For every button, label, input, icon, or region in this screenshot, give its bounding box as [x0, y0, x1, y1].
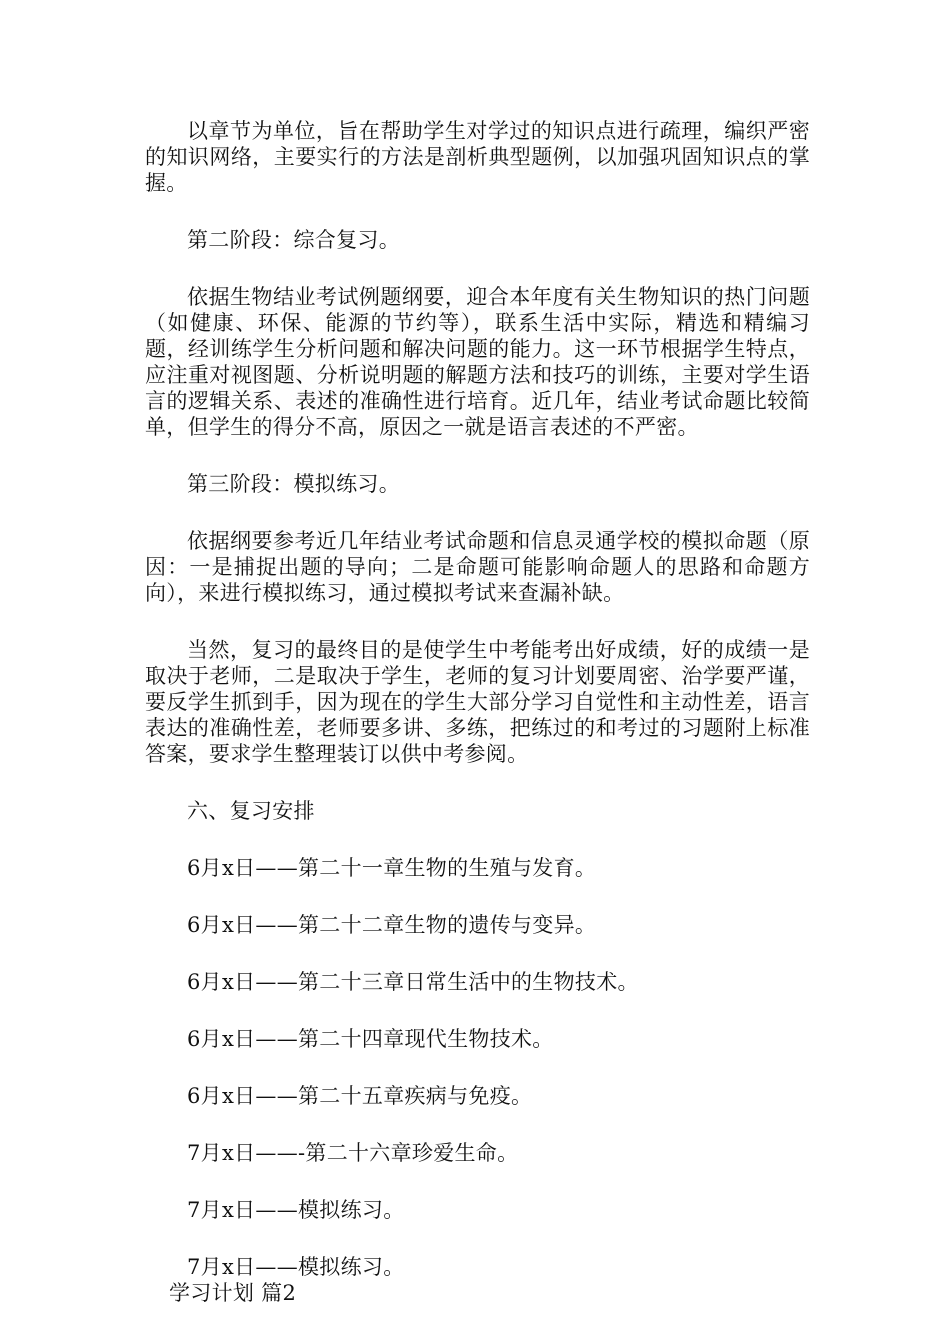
schedule-item: 6月x日——第二十三章日常生活中的生物技术。 [187, 970, 639, 994]
heading-stage-three: 第三阶段：模拟练习。 [187, 472, 400, 496]
schedule-item: 7月x日——模拟练习。 [187, 1198, 405, 1222]
paragraph-stage-two: 依据生物结业考试例题纲要，迎合本年度有关生物知识的热门问题（如健康、环保、能源的节约等），联系生活中实际，精选和精编习题，经训练学生分析问题和解决问题的能力。这一环节根据学生特点，应注重对视图题、分析说明题的解题方法和技巧的训练，主要对学生语言的逻辑关系、表述的准确性进行培育。近几年，结业考试命题比较简单，但学生的得分不高，原因之一就是语言表述的不严密。 [145, 285, 810, 439]
schedule-item: 6月x日——第二十一章生物的生殖与发育。 [187, 856, 597, 880]
schedule-item: 7月x日——-第二十六章珍爱生命。 [187, 1141, 519, 1165]
schedule-item: 6月x日——第二十四章现代生物技术。 [187, 1027, 554, 1051]
paragraph-stage-three: 依据纲要参考近几年结业考试命题和信息灵通学校的模拟命题（原因：一是捕捉出题的导向；二是命题可能影响命题人的思路和命题方向），来进行模拟练习，通过模拟考试来查漏补缺。 [145, 529, 810, 605]
document-page [145, 118, 810, 1306]
paragraph-intro: 以章节为单位，旨在帮助学生对学过的知识点进行疏理，编织严密的知识网络，主要实行的方法是剖析典型题例，以加强巩固知识点的掌握。 [145, 119, 810, 195]
schedule-item: 6月x日——第二十二章生物的遗传与变异。 [187, 913, 597, 937]
heading-stage-two: 第二阶段：综合复习。 [187, 228, 400, 252]
schedule-item: 7月x日——模拟练习。 [187, 1255, 405, 1279]
paragraph-conclusion: 当然，复习的最终目的是使学生中考能考出好成绩，好的成绩一是取决于老师，二是取决于学生，老师的复习计划要周密、治学要严谨，要反学生抓到手，因为现在的学生大部分学习自觉性和主动性差，语言表达的准确性差，老师要多讲、多练，把练过的和考过的习题附上标准答案，要求学生整理装订以供中考参阅。 [145, 638, 810, 766]
next-section-title: 学习计划 篇2 [169, 1281, 297, 1305]
heading-schedule: 六、复习安排 [187, 799, 315, 823]
schedule-list [145, 855, 810, 1280]
schedule-item: 6月x日——第二十五章疾病与免疫。 [187, 1084, 533, 1108]
